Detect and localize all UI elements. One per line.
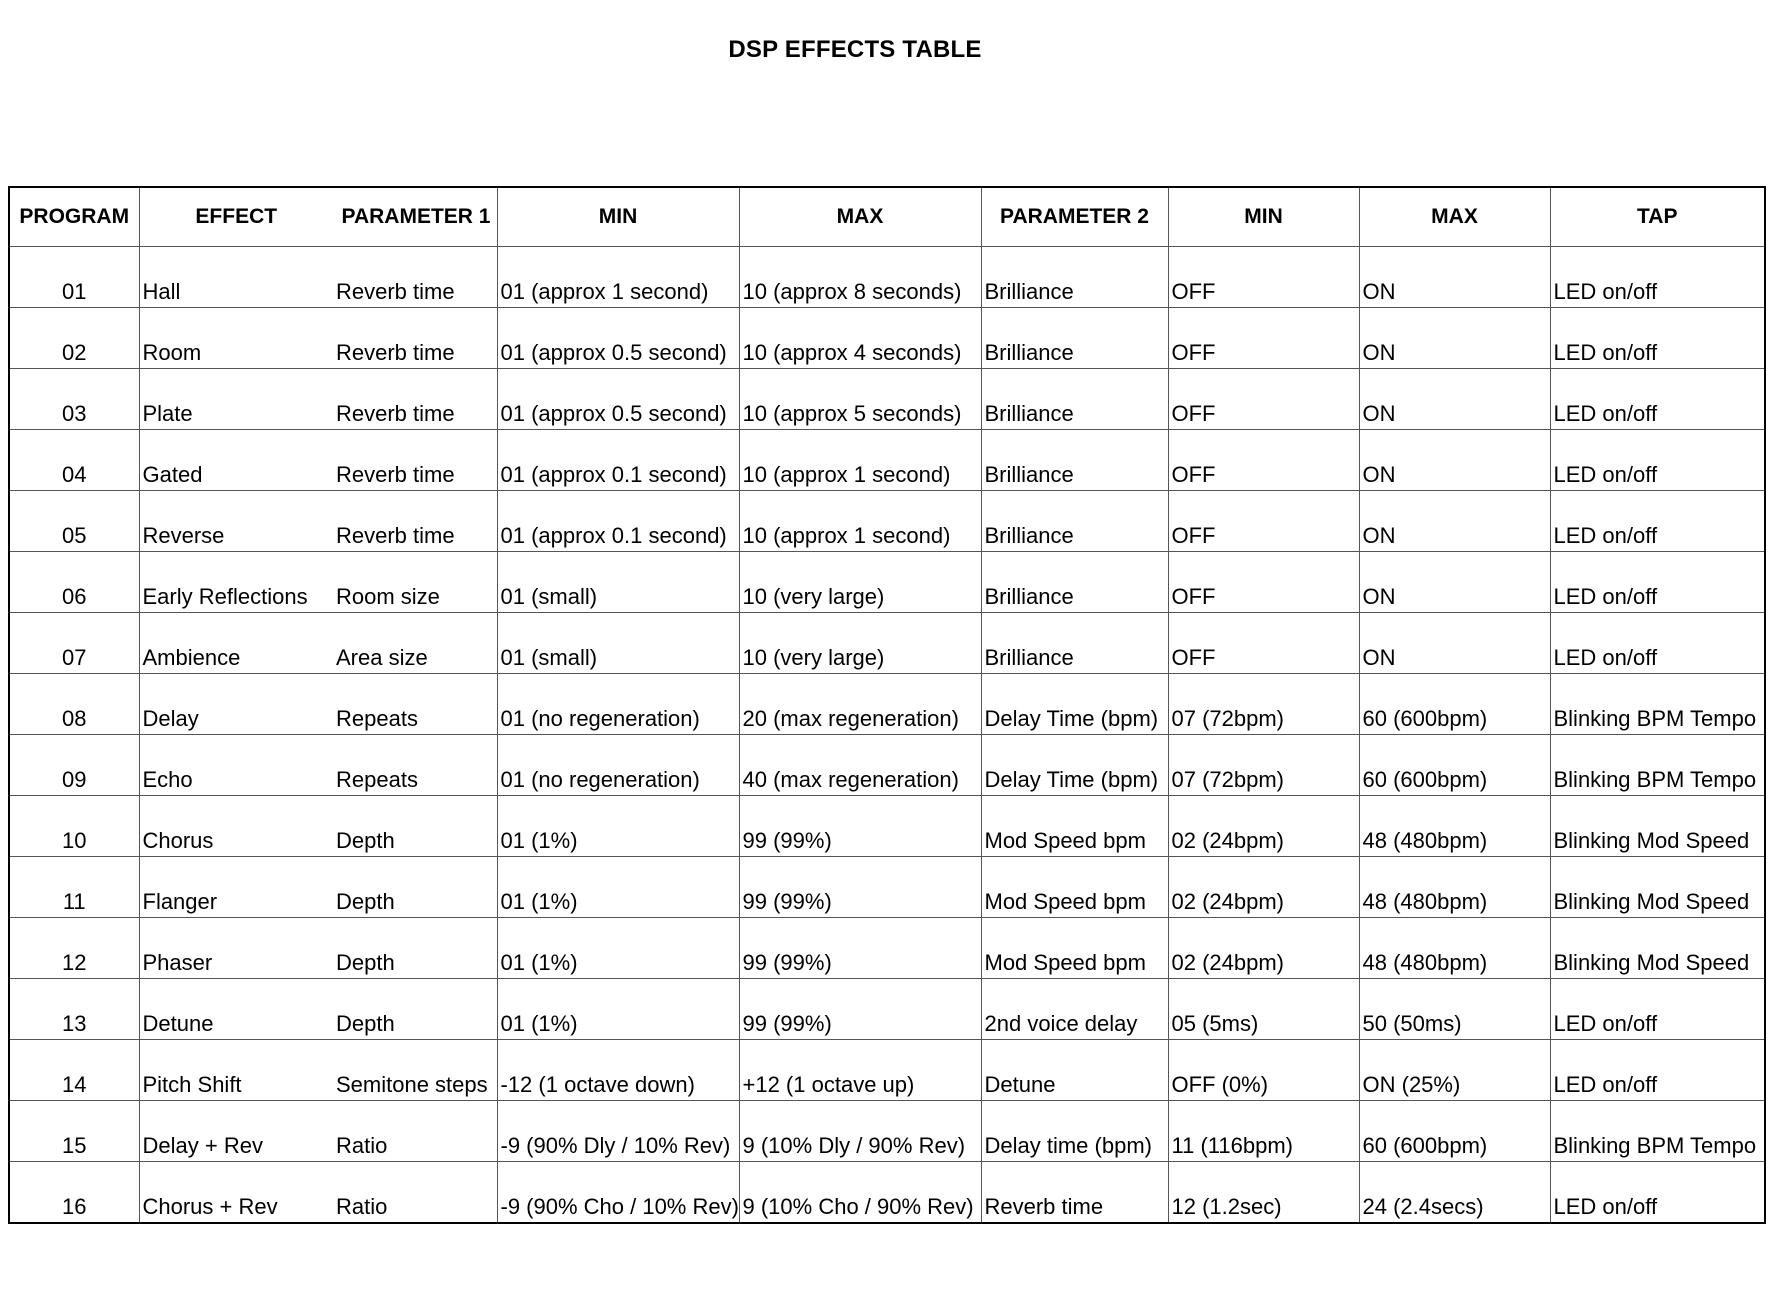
cell-max-1: 9 (10% Cho / 90% Rev)	[739, 1162, 981, 1224]
cell-parameter-2: Delay time (bpm)	[981, 1101, 1168, 1162]
cell-min-1: 01 (1%)	[497, 857, 739, 918]
cell-parameter-2: Brilliance	[981, 247, 1168, 308]
cell-parameter-1: Reverb time	[333, 491, 497, 552]
cell-tap: LED on/off	[1550, 308, 1765, 369]
cell-tap: LED on/off	[1550, 491, 1765, 552]
cell-tap: LED on/off	[1550, 1162, 1765, 1224]
cell-parameter-1: Semitone steps	[333, 1040, 497, 1101]
cell-parameter-1: Reverb time	[333, 369, 497, 430]
cell-program: 04	[9, 430, 139, 491]
cell-min-1: 01 (no regeneration)	[497, 674, 739, 735]
cell-tap: LED on/off	[1550, 430, 1765, 491]
cell-min-1: 01 (approx 0.5 second)	[497, 308, 739, 369]
cell-max-1: 99 (99%)	[739, 796, 981, 857]
table-row	[9, 674, 1765, 735]
cell-parameter-2: Brilliance	[981, 552, 1168, 613]
page-title: DSP EFFECTS TABLE	[728, 36, 982, 63]
cell-min-2: OFF (0%)	[1168, 1040, 1359, 1101]
cell-effect: Ambience	[139, 613, 333, 674]
cell-parameter-2: Brilliance	[981, 308, 1168, 369]
cell-tap: LED on/off	[1550, 613, 1765, 674]
cell-tap: LED on/off	[1550, 247, 1765, 308]
header-min-2: MIN	[1168, 187, 1359, 247]
cell-effect: Flanger	[139, 857, 333, 918]
cell-min-2: 12 (1.2sec)	[1168, 1162, 1359, 1224]
cell-effect: Chorus + Rev	[139, 1162, 333, 1224]
cell-program: 07	[9, 613, 139, 674]
header-parameter-2: PARAMETER 2	[981, 187, 1168, 247]
cell-max-1: 10 (very large)	[739, 552, 981, 613]
cell-max-2: ON	[1359, 247, 1550, 308]
cell-parameter-1: Repeats	[333, 735, 497, 796]
cell-min-1: 01 (no regeneration)	[497, 735, 739, 796]
header-max-2: MAX	[1359, 187, 1550, 247]
table-header-row	[9, 187, 1765, 247]
cell-max-1: +12 (1 octave up)	[739, 1040, 981, 1101]
cell-parameter-2: Delay Time (bpm)	[981, 674, 1168, 735]
cell-max-2: ON	[1359, 552, 1550, 613]
cell-min-2: 02 (24bpm)	[1168, 796, 1359, 857]
cell-program: 13	[9, 979, 139, 1040]
cell-program: 03	[9, 369, 139, 430]
cell-max-1: 10 (very large)	[739, 613, 981, 674]
cell-tap: Blinking Mod Speed	[1550, 796, 1765, 857]
cell-min-2: 02 (24bpm)	[1168, 857, 1359, 918]
cell-effect: Delay + Rev	[139, 1101, 333, 1162]
table-row	[9, 1101, 1765, 1162]
cell-max-2: 60 (600bpm)	[1359, 735, 1550, 796]
header-effect: EFFECT	[139, 187, 333, 247]
cell-program: 08	[9, 674, 139, 735]
header-tap: TAP	[1550, 187, 1765, 247]
cell-min-1: 01 (small)	[497, 613, 739, 674]
cell-max-2: 60 (600bpm)	[1359, 674, 1550, 735]
cell-program: 12	[9, 918, 139, 979]
cell-min-2: 07 (72bpm)	[1168, 735, 1359, 796]
table-row	[9, 613, 1765, 674]
table-row	[9, 308, 1765, 369]
cell-parameter-2: Brilliance	[981, 369, 1168, 430]
cell-min-1: -9 (90% Cho / 10% Rev)	[497, 1162, 739, 1224]
cell-parameter-2: Detune	[981, 1040, 1168, 1101]
cell-program: 05	[9, 491, 139, 552]
cell-max-2: ON	[1359, 369, 1550, 430]
cell-parameter-2: Brilliance	[981, 430, 1168, 491]
table-row	[9, 1162, 1765, 1224]
cell-min-1: -12 (1 octave down)	[497, 1040, 739, 1101]
cell-max-2: ON	[1359, 613, 1550, 674]
cell-parameter-1: Reverb time	[333, 430, 497, 491]
header-min-1: MIN	[497, 187, 739, 247]
cell-min-1: 01 (1%)	[497, 796, 739, 857]
header-parameter-1: PARAMETER 1	[333, 187, 497, 247]
cell-max-2: 50 (50ms)	[1359, 979, 1550, 1040]
cell-effect: Pitch Shift	[139, 1040, 333, 1101]
cell-program: 14	[9, 1040, 139, 1101]
cell-max-1: 10 (approx 1 second)	[739, 491, 981, 552]
cell-min-1: 01 (1%)	[497, 918, 739, 979]
cell-parameter-2: Mod Speed bpm	[981, 857, 1168, 918]
cell-min-2: 11 (116bpm)	[1168, 1101, 1359, 1162]
header-program: PROGRAM	[9, 187, 139, 247]
cell-min-1: 01 (approx 0.1 second)	[497, 491, 739, 552]
table-row	[9, 247, 1765, 308]
cell-effect: Phaser	[139, 918, 333, 979]
cell-program: 11	[9, 857, 139, 918]
effects-table	[8, 186, 1766, 1224]
cell-max-2: 24 (2.4secs)	[1359, 1162, 1550, 1224]
cell-max-2: ON	[1359, 308, 1550, 369]
cell-max-2: 60 (600bpm)	[1359, 1101, 1550, 1162]
cell-max-1: 20 (max regeneration)	[739, 674, 981, 735]
cell-tap: Blinking Mod Speed	[1550, 918, 1765, 979]
cell-min-2: OFF	[1168, 552, 1359, 613]
cell-parameter-1: Reverb time	[333, 247, 497, 308]
cell-effect: Plate	[139, 369, 333, 430]
cell-tap: LED on/off	[1550, 979, 1765, 1040]
cell-max-2: 48 (480bpm)	[1359, 796, 1550, 857]
cell-tap: LED on/off	[1550, 552, 1765, 613]
cell-effect: Delay	[139, 674, 333, 735]
cell-max-1: 9 (10% Dly / 90% Rev)	[739, 1101, 981, 1162]
cell-effect: Gated	[139, 430, 333, 491]
cell-max-1: 40 (max regeneration)	[739, 735, 981, 796]
cell-min-1: 01 (1%)	[497, 979, 739, 1040]
cell-tap: LED on/off	[1550, 369, 1765, 430]
table-row	[9, 552, 1765, 613]
cell-parameter-1: Depth	[333, 857, 497, 918]
cell-tap: Blinking BPM Tempo	[1550, 674, 1765, 735]
table-row	[9, 979, 1765, 1040]
cell-max-1: 10 (approx 5 seconds)	[739, 369, 981, 430]
cell-parameter-2: Delay Time (bpm)	[981, 735, 1168, 796]
cell-effect: Detune	[139, 979, 333, 1040]
cell-max-2: ON	[1359, 491, 1550, 552]
cell-effect: Early Reflections	[139, 552, 333, 613]
table-row	[9, 918, 1765, 979]
cell-parameter-2: Brilliance	[981, 613, 1168, 674]
cell-max-1: 99 (99%)	[739, 979, 981, 1040]
cell-effect: Room	[139, 308, 333, 369]
table-row	[9, 857, 1765, 918]
table-row	[9, 430, 1765, 491]
cell-effect: Hall	[139, 247, 333, 308]
header-max-1: MAX	[739, 187, 981, 247]
cell-parameter-1: Ratio	[333, 1162, 497, 1224]
cell-max-1: 99 (99%)	[739, 857, 981, 918]
cell-program: 15	[9, 1101, 139, 1162]
table-row	[9, 491, 1765, 552]
cell-program: 09	[9, 735, 139, 796]
cell-parameter-1: Area size	[333, 613, 497, 674]
cell-parameter-2: 2nd voice delay	[981, 979, 1168, 1040]
cell-min-2: 05 (5ms)	[1168, 979, 1359, 1040]
cell-min-2: OFF	[1168, 308, 1359, 369]
cell-max-2: ON	[1359, 430, 1550, 491]
cell-program: 06	[9, 552, 139, 613]
cell-parameter-1: Depth	[333, 918, 497, 979]
cell-tap: Blinking Mod Speed	[1550, 857, 1765, 918]
cell-parameter-2: Brilliance	[981, 491, 1168, 552]
cell-max-2: 48 (480bpm)	[1359, 918, 1550, 979]
cell-min-1: 01 (approx 1 second)	[497, 247, 739, 308]
cell-parameter-2: Mod Speed bpm	[981, 918, 1168, 979]
cell-max-2: ON (25%)	[1359, 1040, 1550, 1101]
cell-program: 16	[9, 1162, 139, 1224]
cell-effect: Reverse	[139, 491, 333, 552]
cell-parameter-1: Depth	[333, 979, 497, 1040]
cell-max-1: 99 (99%)	[739, 918, 981, 979]
table-row	[9, 735, 1765, 796]
cell-parameter-1: Ratio	[333, 1101, 497, 1162]
cell-parameter-2: Mod Speed bpm	[981, 796, 1168, 857]
table-row	[9, 369, 1765, 430]
cell-program: 01	[9, 247, 139, 308]
cell-min-1: 01 (approx 0.1 second)	[497, 430, 739, 491]
table-row	[9, 1040, 1765, 1101]
cell-parameter-1: Repeats	[333, 674, 497, 735]
cell-max-1: 10 (approx 8 seconds)	[739, 247, 981, 308]
cell-parameter-1: Depth	[333, 796, 497, 857]
cell-tap: Blinking BPM Tempo	[1550, 735, 1765, 796]
cell-parameter-2: Reverb time	[981, 1162, 1168, 1224]
cell-effect: Echo	[139, 735, 333, 796]
cell-min-2: 02 (24bpm)	[1168, 918, 1359, 979]
cell-min-2: 07 (72bpm)	[1168, 674, 1359, 735]
cell-min-2: OFF	[1168, 613, 1359, 674]
cell-effect: Chorus	[139, 796, 333, 857]
cell-min-1: 01 (small)	[497, 552, 739, 613]
cell-min-2: OFF	[1168, 430, 1359, 491]
cell-parameter-1: Room size	[333, 552, 497, 613]
table-body	[9, 247, 1765, 1224]
cell-tap: Blinking BPM Tempo	[1550, 1101, 1765, 1162]
effects-table-container	[8, 186, 1764, 1224]
cell-program: 02	[9, 308, 139, 369]
cell-min-1: 01 (approx 0.5 second)	[497, 369, 739, 430]
cell-min-2: OFF	[1168, 247, 1359, 308]
cell-min-2: OFF	[1168, 491, 1359, 552]
cell-min-2: OFF	[1168, 369, 1359, 430]
cell-tap: LED on/off	[1550, 1040, 1765, 1101]
cell-parameter-1: Reverb time	[333, 308, 497, 369]
cell-min-1: -9 (90% Dly / 10% Rev)	[497, 1101, 739, 1162]
cell-max-1: 10 (approx 4 seconds)	[739, 308, 981, 369]
table-row	[9, 796, 1765, 857]
cell-max-1: 10 (approx 1 second)	[739, 430, 981, 491]
cell-program: 10	[9, 796, 139, 857]
cell-max-2: 48 (480bpm)	[1359, 857, 1550, 918]
